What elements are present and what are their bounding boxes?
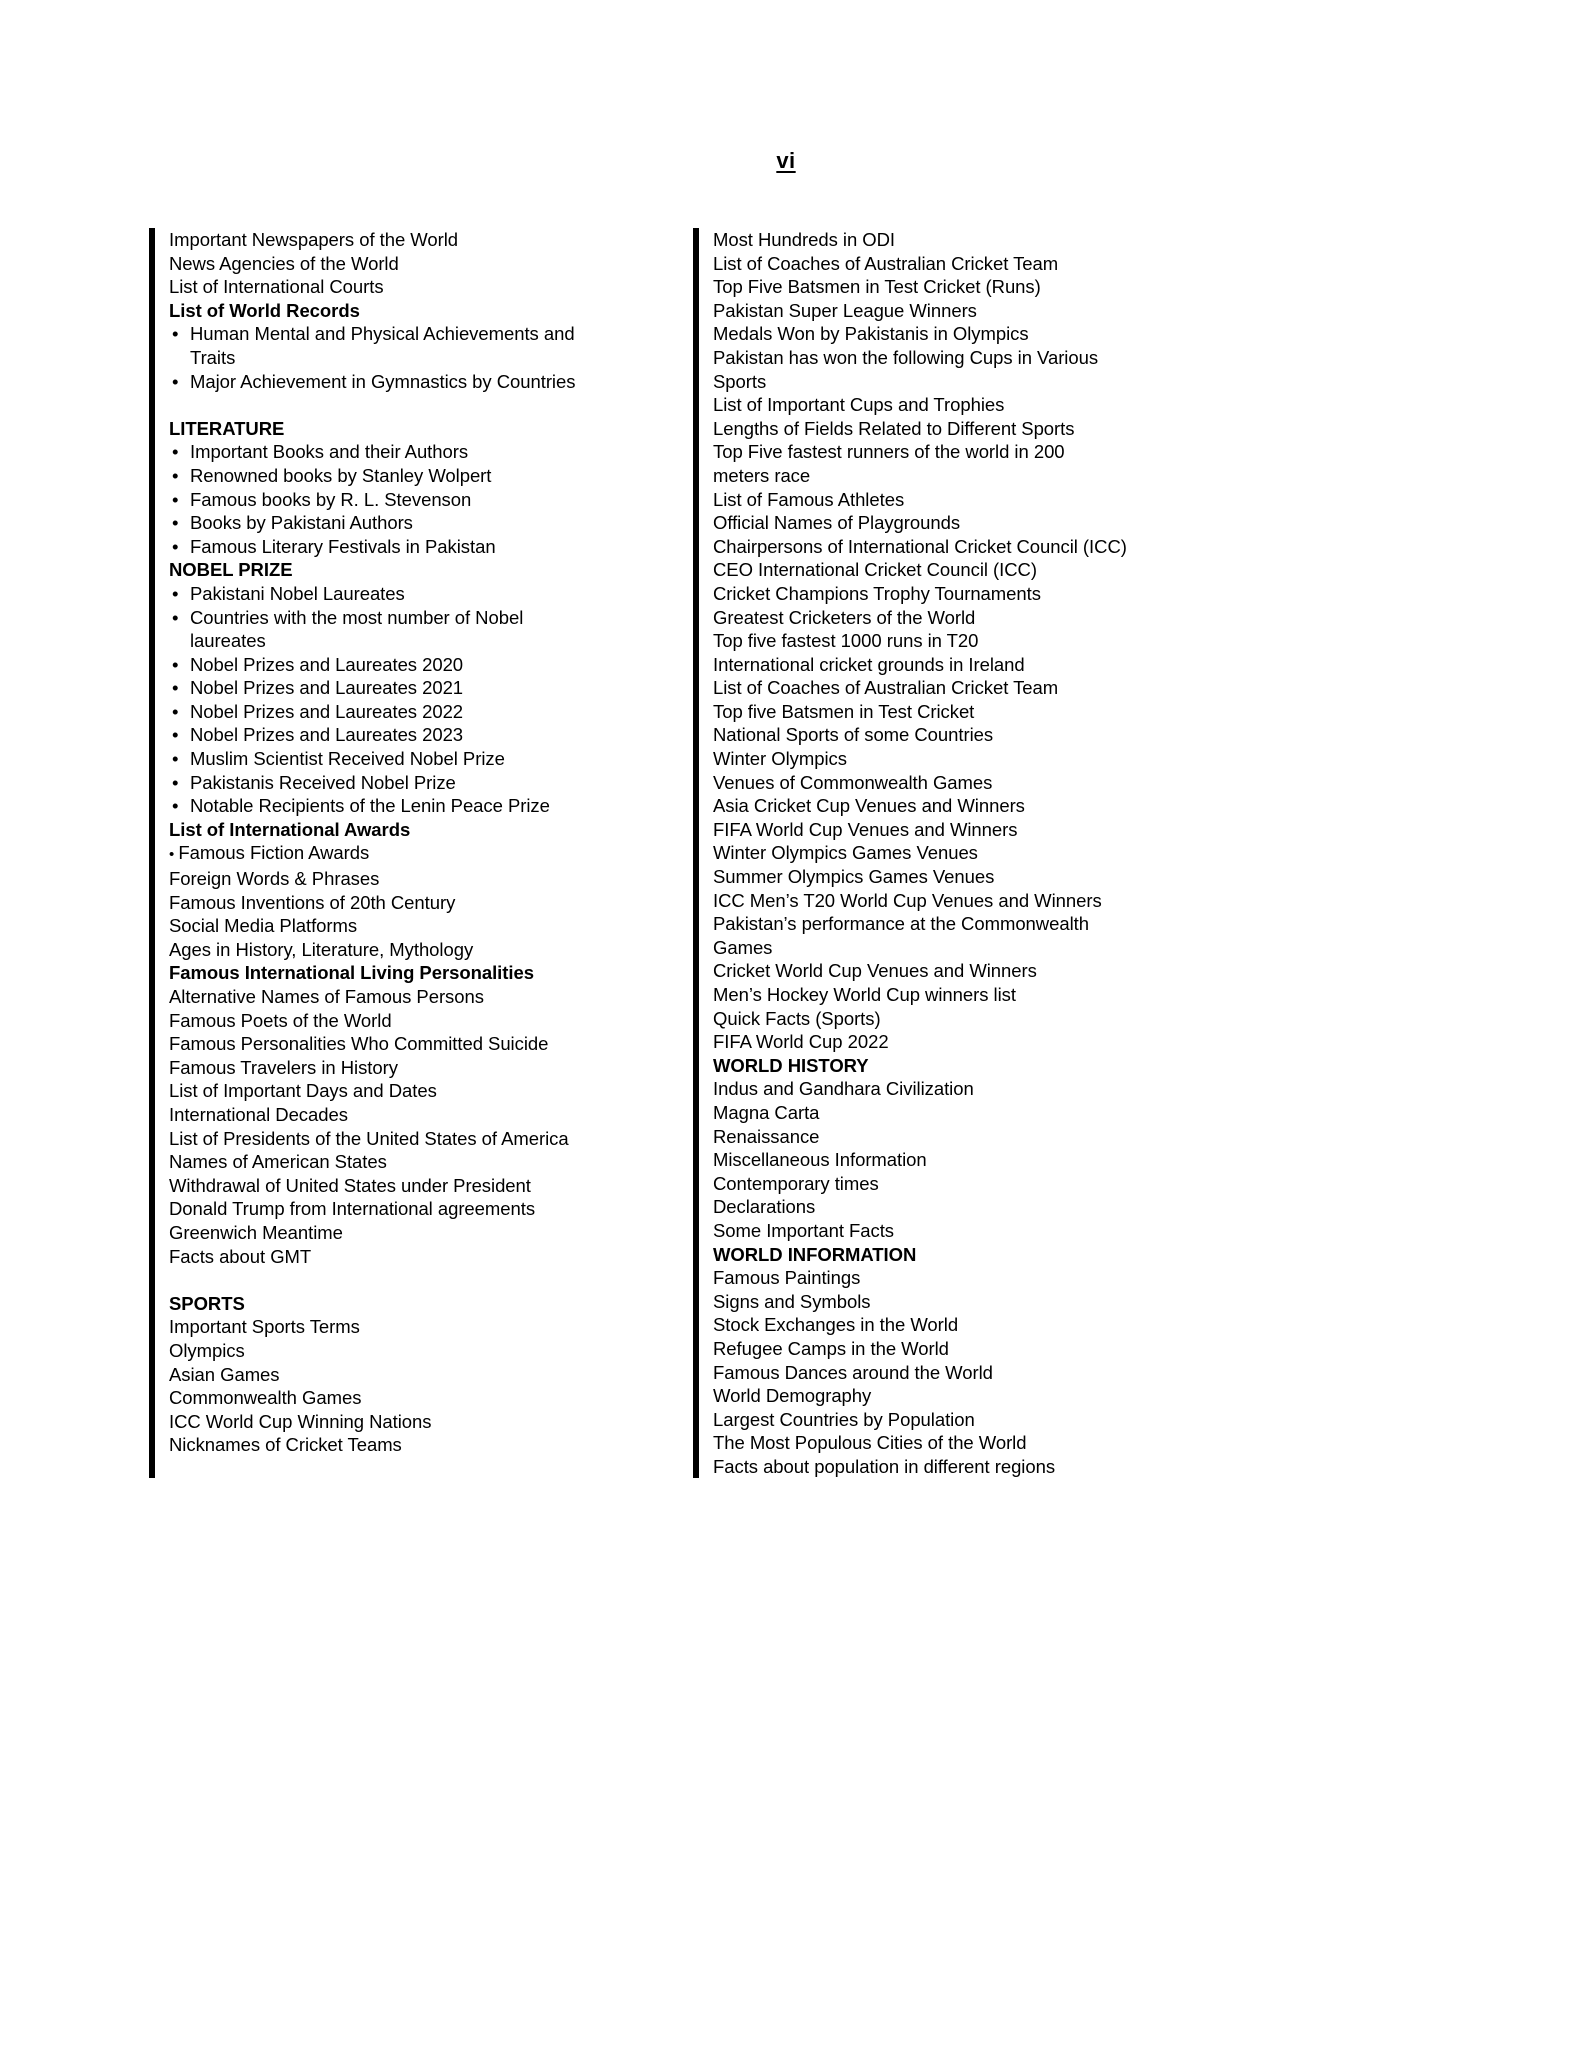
contents-entry[interactable]: ICC World Cup Winning Nations	[169, 1410, 432, 1432]
contents-entry[interactable]: International cricket grounds in Ireland	[713, 653, 1025, 675]
contents-entry[interactable]: Most Hundreds in ODI	[713, 229, 896, 250]
contents-entry[interactable]: Withdrawal of United States under President	[169, 1174, 531, 1196]
contents-entry[interactable]: Summer Olympics Games Venues	[713, 866, 995, 888]
contents-entry[interactable]: Ages in History, Literature, Mythology	[169, 938, 474, 960]
contents-entry[interactable]: Signs and Symbols	[713, 1290, 871, 1312]
contents-entry[interactable]: • Nobel Prizes and Laureates 2023	[165, 723, 581, 747]
contents-entry[interactable]: • Human Mental and Physical Achievements and	[165, 322, 581, 346]
contents-entry[interactable]: List of Important Cups and Trophies	[713, 394, 1005, 416]
contents-entry[interactable]: Venues of Commonwealth Games	[713, 771, 993, 793]
contents-entry[interactable]: List of Presidents of the United States of America	[169, 1127, 569, 1149]
contents-entry[interactable]: Cricket World Cup Venues and Winners	[713, 960, 1037, 982]
contents-entry[interactable]: World Demography	[713, 1385, 872, 1407]
contents-entry[interactable]: List of Coaches of Australian Cricket Team	[713, 252, 1059, 274]
contents-column-left	[149, 228, 581, 1478]
contents-entry[interactable]: • Famous books by R. L. Stevenson	[165, 488, 581, 512]
contents-entry[interactable]: Top Five fastest runners of the world in 200	[713, 441, 1065, 463]
contents-entry[interactable]: International Decades	[169, 1103, 348, 1125]
contents-entry[interactable]: Magna Carta	[713, 1101, 820, 1123]
contents-entry[interactable]: • Nobel Prizes and Laureates 2022	[165, 700, 581, 724]
contents-entry[interactable]: • Muslim Scientist Received Nobel Prize	[165, 747, 581, 771]
contents-section-heading[interactable]: LITERATURE	[169, 417, 285, 439]
contents-entry[interactable]: Asia Cricket Cup Venues and Winners	[713, 795, 1025, 817]
contents-entry[interactable]: The Most Populous Cities of the World	[713, 1432, 1027, 1454]
contents-entry[interactable]: Quick Facts (Sports)	[713, 1007, 881, 1029]
contents-entry[interactable]: • Pakistani Nobel Laureates	[165, 582, 581, 606]
contents-section-heading[interactable]: List of International Awards	[169, 818, 411, 840]
contents-entry[interactable]: Top Five Batsmen in Test Cricket (Runs)	[713, 276, 1041, 298]
contents-entry[interactable]: List of International Courts	[169, 276, 384, 298]
contents-entry[interactable]: Nicknames of Cricket Teams	[169, 1434, 402, 1456]
contents-section-heading[interactable]: WORLD HISTORY	[713, 1054, 869, 1076]
contents-entry[interactable]: Top five fastest 1000 runs in T20	[713, 630, 979, 652]
contents-entry[interactable]: National Sports of some Countries	[713, 724, 994, 746]
contents-entry[interactable]: Famous Poets of the World	[169, 1009, 392, 1031]
contents-entry[interactable]: Names of American States	[169, 1151, 387, 1173]
contents-entry[interactable]: CEO International Cricket Council (ICC)	[713, 559, 1037, 581]
contents-entry[interactable]: Medals Won by Pakistanis in Olympics	[713, 323, 1029, 345]
contents-entry[interactable]: Important Newspapers of the World	[169, 229, 459, 250]
contents-entry[interactable]: Indus and Gandhara Civilization	[713, 1078, 974, 1100]
contents-entry[interactable]: Pakistan’s performance at the Commonwealth	[713, 913, 1089, 935]
contents-entry[interactable]: FIFA World Cup Venues and Winners	[713, 818, 1018, 840]
contents-entry[interactable]: ICC Men’s T20 World Cup Venues and Winners	[713, 889, 1102, 911]
contents-section-heading[interactable]: SPORTS	[169, 1292, 245, 1314]
contents-entry[interactable]: Greatest Cricketers of the World	[713, 606, 976, 628]
contents-entry[interactable]: • Pakistanis Received Nobel Prize	[165, 771, 581, 795]
contents-column-right	[693, 228, 1129, 1478]
contents-entry[interactable]: Lengths of Fields Related to Different Sports	[713, 417, 1075, 439]
contents-entry[interactable]: Asian Games	[169, 1363, 280, 1385]
contents-entry[interactable]: List of Famous Athletes	[713, 488, 905, 510]
contents-entry[interactable]: Official Names of Playgrounds	[713, 512, 961, 534]
contents-entry[interactable]: Cricket Champions Trophy Tournaments	[713, 582, 1041, 604]
contents-entry[interactable]: Stock Exchanges in the World	[713, 1314, 959, 1336]
contents-entry[interactable]: Greenwich Meantime	[169, 1221, 343, 1243]
contents-entry[interactable]: Some Important Facts	[713, 1219, 894, 1241]
contents-entry[interactable]: • Nobel Prizes and Laureates 2020	[165, 653, 581, 677]
contents-entry[interactable]: Foreign Words & Phrases	[169, 868, 380, 890]
contents-columns	[0, 228, 1572, 1478]
contents-entry[interactable]: List of Important Days and Dates	[169, 1080, 437, 1102]
page-number	[0, 148, 1572, 174]
contents-entry[interactable]: Pakistan Super League Winners	[713, 299, 977, 321]
contents-entry[interactable]: • Books by Pakistani Authors	[165, 511, 581, 535]
contents-entry[interactable]: Miscellaneous Information	[713, 1149, 927, 1171]
contents-entry[interactable]: Winter Olympics Games Venues	[713, 842, 978, 864]
contents-entry[interactable]: Largest Countries by Population	[713, 1408, 975, 1430]
contents-entry[interactable]: • Renowned books by Stanley Wolpert	[165, 464, 581, 488]
contents-entry[interactable]: FIFA World Cup 2022	[713, 1031, 889, 1053]
contents-entry[interactable]: Famous Paintings	[713, 1267, 861, 1289]
contents-entry[interactable]: Top five Batsmen in Test Cricket	[713, 700, 975, 722]
contents-entry[interactable]: Pakistan has won the following Cups in Various	[713, 346, 1099, 368]
contents-entry[interactable]: Famous Personalities Who Committed Suicide	[169, 1033, 549, 1055]
contents-entry[interactable]: • Important Books and their Authors	[165, 440, 581, 464]
contents-entry[interactable]: • Nobel Prizes and Laureates 2021	[165, 676, 581, 700]
contents-section-heading[interactable]: NOBEL PRIZE	[169, 559, 293, 581]
contents-entry[interactable]: Chairpersons of International Cricket Council (ICC)	[713, 535, 1127, 557]
contents-entry[interactable]: Facts about GMT	[169, 1245, 312, 1267]
contents-section-heading[interactable]: WORLD INFORMATION	[713, 1243, 917, 1265]
contents-entry[interactable]: laureates	[190, 630, 266, 652]
contents-entry[interactable]: Famous Inventions of 20th Century	[169, 891, 456, 913]
contents-entry[interactable]: List of Coaches of Australian Cricket Team	[713, 677, 1059, 699]
contents-entry[interactable]: Famous Dances around the World	[713, 1361, 993, 1383]
contents-entry[interactable]: • Famous Fiction Awards	[165, 841, 581, 867]
contents-entry[interactable]: Donald Trump from International agreements	[169, 1198, 536, 1220]
contents-entry[interactable]: Facts about population in different regions	[713, 1455, 1056, 1477]
contents-entry[interactable]: Traits	[190, 346, 236, 368]
contents-entry[interactable]: meters race	[713, 464, 811, 486]
contents-entry[interactable]: Declarations	[713, 1196, 816, 1218]
contents-entry[interactable]: • Countries with the most number of Nobel	[165, 606, 581, 630]
contents-spacer	[165, 393, 581, 417]
contents-entry[interactable]: Refugee Camps in the World	[713, 1337, 949, 1359]
contents-entry[interactable]: Men’s Hockey World Cup winners list	[713, 984, 1016, 1005]
contents-entry[interactable]: Important Sports Terms	[169, 1316, 360, 1338]
page-number-label: vi	[776, 148, 796, 173]
contents-spacer	[165, 1268, 581, 1292]
contents-entry[interactable]: News Agencies of the World	[169, 252, 399, 274]
contents-entry[interactable]: Alternative Names of Famous Persons	[169, 986, 484, 1007]
contents-entry[interactable]: Winter Olympics	[713, 748, 847, 770]
contents-entry[interactable]: Commonwealth Games	[169, 1387, 362, 1409]
contents-section-heading[interactable]: List of World Records	[169, 299, 360, 321]
contents-entry[interactable]: Renaissance	[713, 1125, 820, 1147]
contents-entry[interactable]: Famous Travelers in History	[169, 1056, 398, 1078]
contents-section-heading[interactable]: Famous International Living Personalities	[169, 962, 534, 984]
contents-entry[interactable]: Olympics	[169, 1339, 245, 1361]
contents-entry[interactable]: Social Media Platforms	[169, 915, 358, 937]
contents-entry[interactable]: • Major Achievement in Gymnastics by Countries	[165, 370, 581, 394]
contents-entry[interactable]: • Notable Recipients of the Lenin Peace Prize	[165, 794, 581, 818]
contents-entry[interactable]: • Famous Literary Festivals in Pakistan	[165, 535, 581, 559]
contents-entry[interactable]: Games	[713, 936, 773, 958]
contents-entry[interactable]: Contemporary times	[713, 1172, 879, 1194]
contents-entry[interactable]: Sports	[713, 370, 767, 392]
